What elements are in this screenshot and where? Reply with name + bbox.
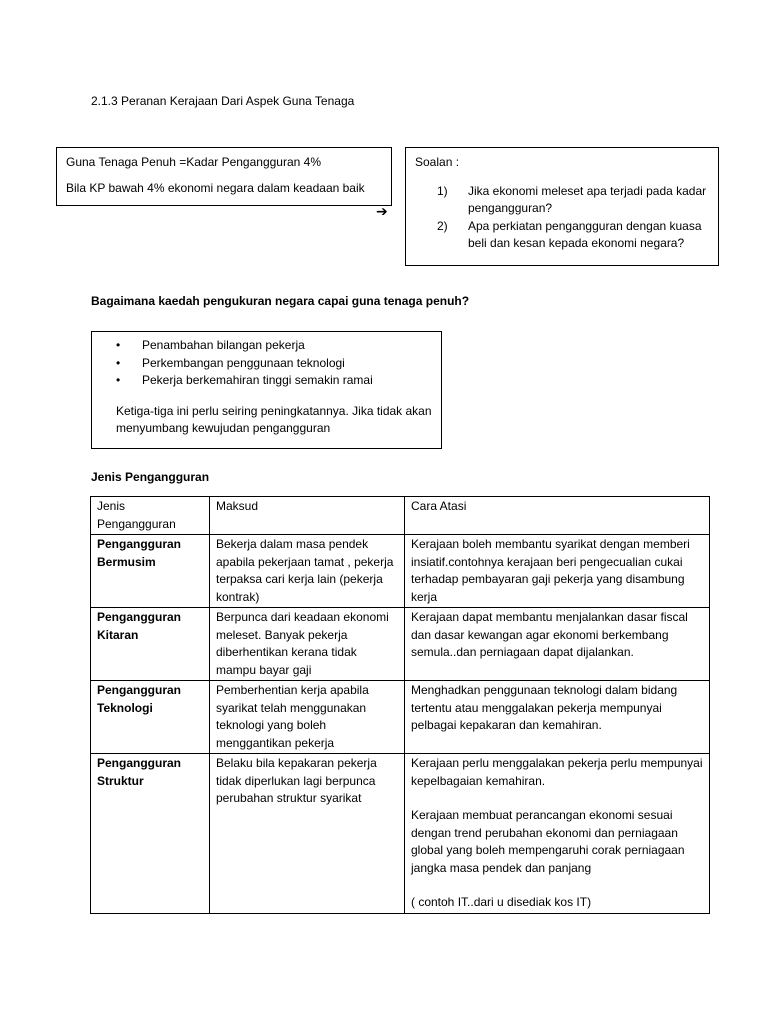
cara-paragraph: Menghadkan penggunaan teknologi dalam bidang tertentu atau menggalakan pekerja mempunyai pelbagai kepakaran dan kemahiran. (411, 683, 678, 732)
table-row (91, 608, 710, 681)
paragraph-gap (411, 790, 703, 807)
soalan-list (415, 183, 710, 253)
soalan-item-text: Jika ekonomi meleset apa terjadi pada kadar pengangguran? (468, 183, 707, 215)
table-header-row (91, 497, 710, 535)
cara-paragraph: ( contoh IT..dari u disediak kos IT) (411, 895, 592, 909)
cell-jenis: Pengangguran Struktur (91, 754, 210, 914)
kaedah-box (91, 331, 442, 449)
guna-tenaga-line-2: Bila KP bawah 4% ekonomi negara dalam keadaan baik (66, 180, 365, 195)
soalan-item-text: Apa perkiatan pengangguran dengan kuasa beli dan kesan kepada ekonomi negara? (468, 218, 702, 250)
soalan-item (415, 218, 710, 253)
cell-maksud: Bekerja dalam masa pendek apabila pekerjaan tamat , pekerja terpaksa cari kerja lain (pekerja kontrak) (210, 535, 405, 608)
cara-paragraph: Kerajaan boleh membantu syarikat dengan memberi insiatif.contohnya kerajaan beri pengecualian cukai terhadap pembayaran gaji pekerja yang disambung kerja (411, 537, 690, 604)
kaedah-item-text: Penambahan bilangan pekerja (142, 338, 305, 352)
kaedah-item-text: Pekerja berkemahiran tinggi semakin ramai (142, 373, 373, 387)
question-heading: Bagaimana kaedah pengukuran negara capai guna tenaga penuh? (91, 294, 470, 308)
kaedah-note: Ketiga-tiga ini perlu seiring peningkatannya. Jika tidak akan menyumbang kewujudan pengangguran (116, 403, 432, 435)
cara-paragraph: Kerajaan perlu menggalakan pekerja perlu mempunyai kepelbagaian kemahiran. (411, 756, 703, 788)
jenis-pengangguran-table (90, 496, 710, 914)
kaedah-item (116, 355, 433, 373)
soalan-item-number: 1) (437, 183, 448, 198)
cell-maksud: Belaku bila kepakaran pekerja tidak diperlukan lagi berpunca perubahan struktur syarikat (210, 754, 405, 914)
header-cara-atasi: Cara Atasi (405, 497, 710, 535)
cell-jenis: Pengangguran Teknologi (91, 681, 210, 754)
cell-maksud: Berpunca dari keadaan ekonomi meleset. Banyak pekerja diberhentikan kerana tidak mampu bayar gaji (210, 608, 405, 681)
cell-jenis: Pengangguran Kitaran (91, 608, 210, 681)
jenis-heading: Jenis Pengangguran (91, 470, 210, 484)
cara-paragraph: Kerajaan membuat perancangan ekonomi sesuai dengan trend perubahan ekonomi dan perniagaan global yang boleh mempengaruhi corak perniagaan jangka masa pendek dan panjang (411, 808, 685, 875)
arrow-right-icon: ➔ (376, 203, 388, 219)
cell-jenis: Pengangguran Bermusim (91, 535, 210, 608)
bullet-icon: • (116, 355, 121, 370)
cell-maksud: Pemberhentian kerja apabila syarikat telah menggunakan teknologi yang boleh menggantikan pekerja (210, 681, 405, 754)
paragraph-gap (411, 877, 703, 894)
cell-cara-atasi (405, 754, 710, 914)
bullet-icon: • (116, 373, 121, 387)
guna-tenaga-line-1: Guna Tenaga Penuh =Kadar Pengangguran 4% (66, 155, 321, 169)
cell-cara-atasi (405, 608, 710, 681)
table-row (91, 754, 710, 914)
cara-paragraph: Kerajaan dapat membantu menjalankan dasar fiscal dan dasar kewangan agar ekonomi berkembang semula..dan perniagaan dapat dijalankan. (411, 610, 688, 659)
soalan-box (405, 147, 719, 266)
header-jenis: Jenis Pengangguran (91, 497, 210, 535)
cell-cara-atasi (405, 681, 710, 754)
soalan-item-number: 2) (437, 218, 448, 233)
cell-cara-atasi (405, 535, 710, 608)
soalan-item (415, 183, 710, 218)
soalan-heading: Soalan : (415, 155, 460, 169)
kaedah-list (116, 337, 433, 390)
bullet-icon: • (116, 338, 121, 352)
guna-tenaga-box (56, 147, 392, 206)
table-row (91, 535, 710, 608)
kaedah-item (116, 337, 433, 355)
table-row (91, 681, 710, 754)
kaedah-item (116, 372, 433, 390)
header-maksud: Maksud (210, 497, 405, 535)
section-title: 2.1.3 Peranan Kerajaan Dari Aspek Guna Tenaga (91, 94, 355, 108)
kaedah-item-text: Perkembangan penggunaan teknologi (142, 355, 345, 370)
